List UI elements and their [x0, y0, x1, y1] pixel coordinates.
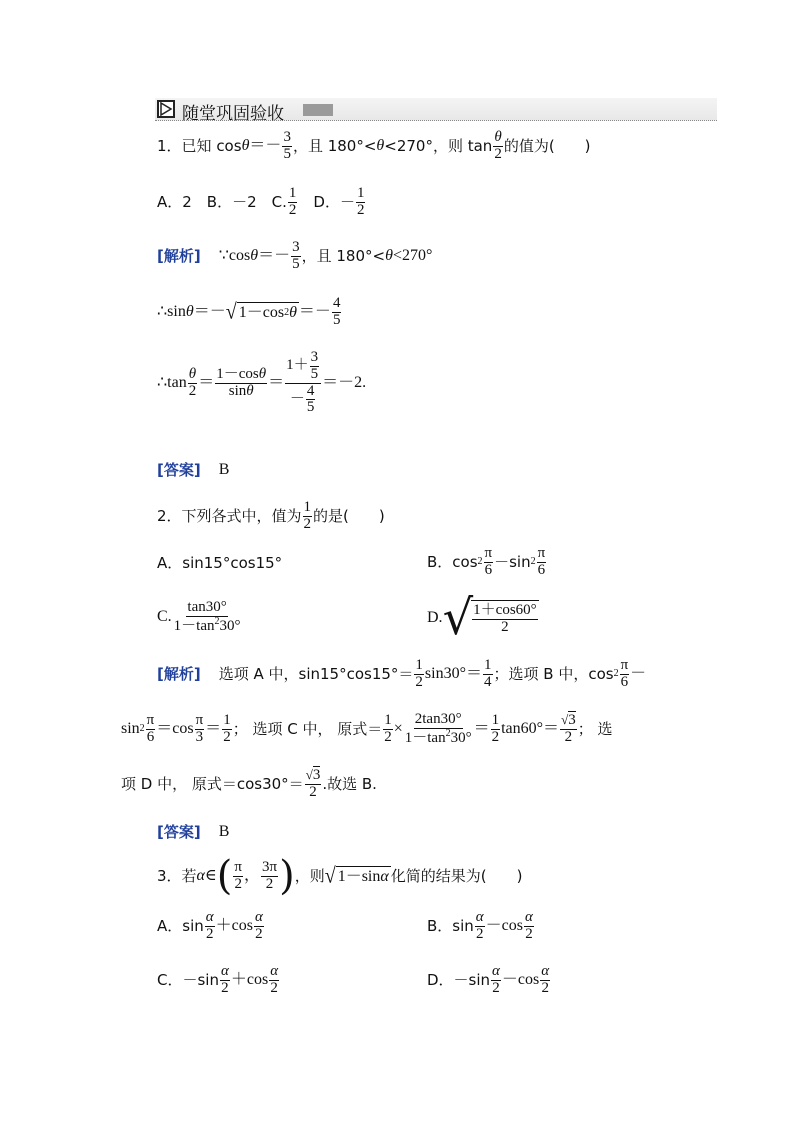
- question-3-stem: 3．若 α ∈ ( $\frac{\pi}{2}$ ， $\frac{3\pi}{2}$ ) ，则 √ 1－sin α 化简的结果为( ): [157, 853, 523, 899]
- question-2-option-b: B．cos 2 $\frac{\pi}{6}$ －sin 2 $\frac{\pi}{6}$: [427, 545, 546, 578]
- question-2-option-a: A．sin15°cos15°: [157, 554, 283, 572]
- header-decoration-bar: [303, 104, 333, 116]
- question-3-option-c: C．－sin $\frac{\alpha}{2}$ ＋cos $\frac{\alpha}{2}$: [157, 963, 279, 996]
- question-3-option-a: A．sin $\frac{\alpha}{2}$ ＋cos $\frac{\alpha}{2}$: [157, 909, 263, 942]
- q1-answer: [答案] B: [157, 460, 230, 479]
- section-title: 随堂巩固验收: [182, 104, 284, 124]
- question-2-option-d: D. √ $\frac{1+\cos 60^\circ}{2}$: [427, 590, 537, 646]
- q2-solution-line-3: 项 D 中， 原式＝cos30°＝ $\frac{√3}{2}$ .故选 B.: [121, 767, 377, 800]
- question-2-stem: 2．下列各式中，值为 $\frac{1}{2}$ 的是( ): [157, 499, 385, 532]
- question-3-option-d: D．－sin $\frac{\alpha}{2}$ －cos $\frac{\alpha}{2}$: [427, 963, 550, 996]
- q2-solution-line-1: [解析] 选项 A 中，sin15°cos15°＝ $\frac{1}{2}$ sin30°＝ $\frac{1}{4}$ ；选项 B 中，cos 2 $\frac{\pi}{6}$ －: [157, 657, 647, 690]
- q2-solution-line-2: sin 2 $\frac{\pi}{6}$ ＝cos $\frac{\pi}{3}$ ＝ $\frac{1}{2}$ ； 选项 C 中， 原式＝ $\frac{1}{2}$ × $\frac{2\tan 30^\circ}{1-\tan^230^\circ}$ ＝ $\frac{1}{2}$ tan60°＝ $\frac{√3}{2}$ ； 选: [121, 711, 613, 746]
- q1-solution-line-2: ∴sin θ ＝－ √ 1－cos 2 θ ＝－ $\frac{4}{5}$: [157, 295, 341, 328]
- question-2-option-c: C. $\frac{\tan 30^\circ}{1-\tan^230^\circ}$: [157, 599, 241, 634]
- question-3-option-b: B．sin $\frac{\alpha}{2}$ －cos $\frac{\alpha}{2}$: [427, 909, 533, 942]
- play-arrow-icon: [157, 100, 175, 118]
- question-1-options: A．2 B．－2 C. $\frac{1}{2}$ D．－ $\frac{1}{2}$: [157, 185, 365, 218]
- sqrt-expression: √ 1－cos 2 θ: [225, 300, 297, 325]
- question-1-stem: 1． 已知 cos θ ＝－ $\frac{3}{5}$ ，且 180°< θ <270°，则 tan $\frac{\theta}{2}$ 的值为( ): [157, 129, 591, 162]
- q1-solution-line-1: [解析] ∵cos θ ＝－ $\frac{3}{5}$ ，且 180°< θ <270°: [157, 239, 433, 272]
- q2-answer: [答案] B: [157, 822, 230, 841]
- q1-solution-line-3: ∴tan $\frac{\theta}{2}$ ＝ $\frac{1-\cos\theta}{\sin\theta}$ ＝ 1＋ $\frac{3}{5}$ － $\frac{4}{5}$ ＝－2.: [157, 349, 367, 416]
